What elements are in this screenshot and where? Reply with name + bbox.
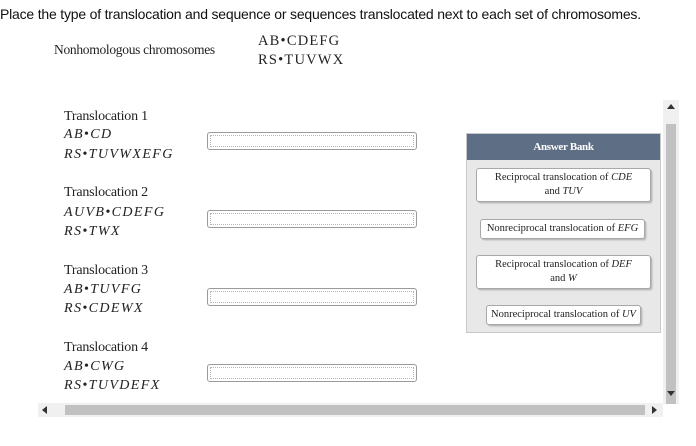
answer-bank-header: Answer Bank	[467, 134, 660, 160]
nonhomologous-sequence-1: AB•CDEFG	[258, 33, 341, 49]
answer-chip-3-prefix: Reciprocal translocation of	[495, 259, 609, 270]
translocation-4-title: Translocation 4	[64, 340, 148, 355]
horizontal-scrollbar[interactable]	[38, 403, 663, 417]
answer-chip-reciprocal-cde-tuv[interactable]	[476, 168, 651, 202]
nonhomologous-sequence-2: RS•TUVWX	[258, 52, 345, 68]
horizontal-scroll-thumb[interactable]	[65, 405, 645, 415]
answer-chip-2-sequence: EFG	[617, 223, 639, 234]
translocation-1-title: Translocation 1	[64, 109, 148, 124]
translocation-4-drop-target[interactable]	[207, 364, 417, 382]
answer-chip-1-joiner: and	[544, 186, 560, 197]
answer-chip-1-sequence: CDE	[611, 172, 633, 183]
answer-chip-3-sequence: DEF	[611, 259, 632, 270]
translocation-3-chromosome-2: RS•CDEWX	[64, 301, 144, 316]
instructions-text: Place the type of translocation and sequence or sequences translocated next to each set of chromosomes.	[0, 6, 641, 22]
answer-chip-reciprocal-def-w[interactable]	[476, 255, 651, 289]
translocation-3-title: Translocation 3	[64, 263, 148, 278]
translocation-1-chromosome-2: RS•TUVWXEFG	[64, 147, 174, 162]
answer-bank	[466, 133, 661, 333]
answer-chip-4-sequence: UV	[621, 309, 636, 320]
answer-chip-1-sequence-2: TUV	[562, 186, 583, 197]
translocation-4-chromosome-1: AB•CWG	[64, 359, 126, 374]
translocation-1-chromosome-1: AB•CD	[64, 127, 113, 142]
translocation-2-title: Translocation 2	[64, 185, 148, 200]
scroll-right-arrow-icon[interactable]	[652, 406, 657, 414]
translocation-3-drop-target[interactable]	[207, 288, 417, 306]
answer-chip-2-prefix: Nonreciprocal translocation of	[486, 223, 616, 234]
vertical-scrollbar[interactable]	[663, 100, 679, 404]
translocation-4-chromosome-2: RS•TUVDEFX	[64, 378, 161, 393]
answer-chip-3-sequence-2: W	[568, 273, 577, 284]
scroll-down-arrow-icon[interactable]	[667, 391, 675, 396]
answer-chip-4-prefix: Nonreciprocal translocation of	[491, 309, 620, 320]
answer-chip-nonreciprocal-efg[interactable]	[480, 219, 645, 239]
scroll-up-arrow-icon[interactable]	[667, 104, 675, 109]
translocation-1-drop-target[interactable]	[207, 132, 417, 150]
nonhomologous-label: Nonhomologous chromosomes	[54, 42, 215, 57]
vertical-scroll-thumb[interactable]	[666, 124, 676, 404]
scroll-left-arrow-icon[interactable]	[42, 406, 47, 414]
answer-chip-nonreciprocal-uv[interactable]	[486, 305, 641, 325]
answer-chip-3-joiner: and	[550, 273, 566, 284]
answer-chip-1-prefix: Reciprocal translocation of	[494, 172, 609, 183]
translocation-2-chromosome-1: AUVB•CDEFG	[64, 205, 166, 220]
translocation-2-drop-target[interactable]	[207, 210, 417, 228]
translocation-2-chromosome-2: RS•TWX	[64, 224, 121, 239]
translocation-3-chromosome-1: AB•TUVFG	[64, 282, 143, 297]
